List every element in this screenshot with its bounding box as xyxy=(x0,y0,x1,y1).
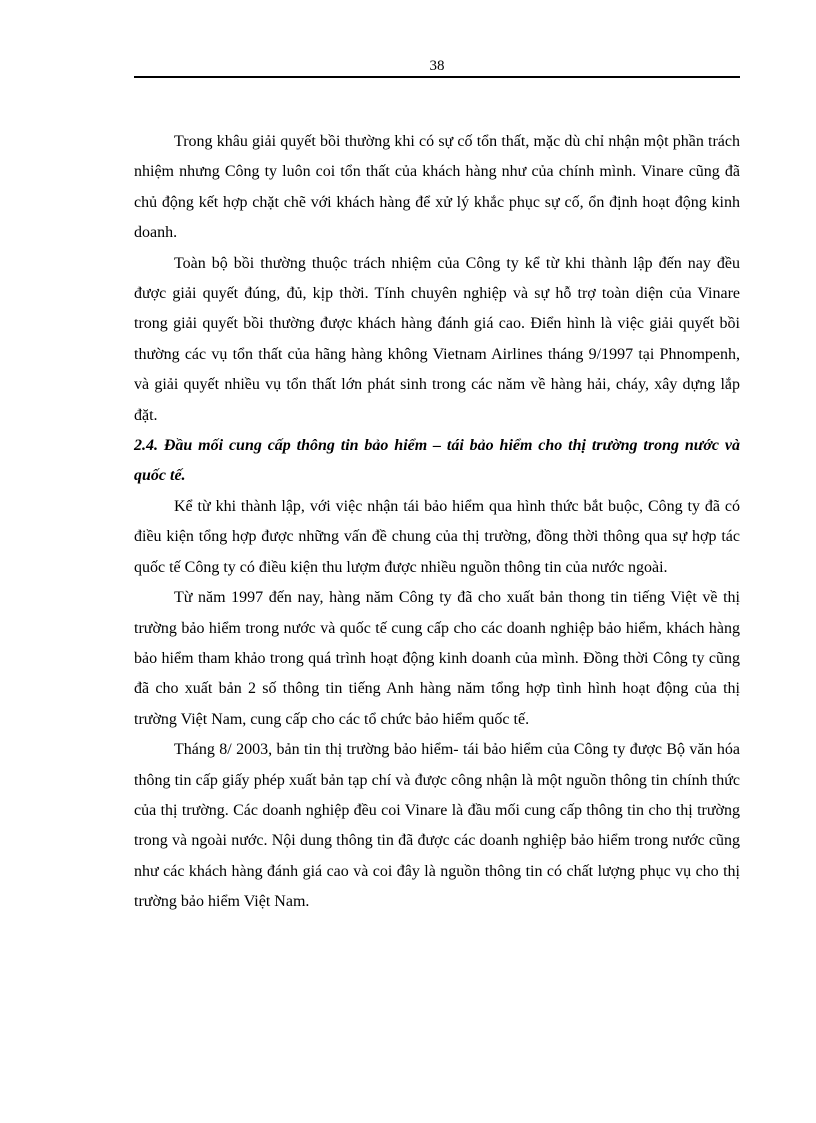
paragraph-claims-handling: Trong khâu giải quyết bồi thường khi có sự cố tổn thất, mặc dù chỉ nhận một phần trách nhiệm nhưng Công ty luôn coi tổn thất của khách hàng như của chính mình. Vinare cũng đã chủ động kết hợp chặt chẽ với khách hàng để xử lý khắc phục sự cố, ổn định hoạt động kinh doanh. xyxy=(134,133,740,242)
header-rule xyxy=(134,76,740,78)
paragraph-claims-settlement: Toàn bộ bồi thường thuộc trách nhiệm của Công ty kể từ khi thành lập đến nay đều được giải quyết đúng, đủ, kịp thời. Tính chuyên nghiệp và sự hỗ trợ toàn diện của Vinare trong giải quyết bồi thường được khách hàng đánh giá cao. Điển hình là việc giải quyết bồi thường các vụ tổn thất của hãng hàng không Vietnam Airlines tháng 9/1997 tại Phnompenh, và giải quyết nhiều vụ tổn thất lớn phát sinh trong các năm về hàng hải, cháy, xây dựng lắp đặt. xyxy=(134,254,740,424)
paragraph-information-sources: Kể từ khi thành lập, với việc nhận tái bảo hiểm qua hình thức bắt buộc, Công ty đã có điều kiện tổng hợp được những vấn đề chung của thị trường, đồng thời thông qua sự hợp tác quốc tế Công ty có điều kiện thu lượm được nhiều nguồn thông tin của nước ngoài. xyxy=(134,497,740,576)
paragraph-bulletin-license: Tháng 8/ 2003, bản tin thị trường bảo hiểm- tái bảo hiểm của Công ty được Bộ văn hóa thông tin cấp giấy phép xuất bản tạp chí và được công nhận là một nguồn thông tin chính thức của thị trường. Các doanh nghiệp đều coi Vinare là đầu mối cung cấp thông tin cho thị trường trong và ngoài nước. Nội dung thông tin đã được các doanh nghiệp bảo hiểm trong nước cũng như các khách hàng đánh giá cao và coi đây là nguồn thông tin có chất lượng phục vụ cho thị trường bảo hiểm Việt Nam. xyxy=(134,741,740,911)
document-body xyxy=(134,127,740,918)
paragraph-publications: Từ năm 1997 đến nay, hàng năm Công ty đã cho xuất bản thong tin tiếng Việt về thị trường bảo hiểm trong nước và quốc tế cung cấp cho các doanh nghiệp bảo hiểm, khách hàng bảo hiểm tham khảo trong quá trình hoạt động kinh doanh của mình. Đồng thời Công ty cũng đã cho xuất bản 2 số thông tin tiếng Anh hàng năm tổng hợp tình hình hoạt động của thị trường Việt Nam, cung cấp cho các tổ chức bảo hiểm quốc tế. xyxy=(134,589,740,728)
page-number: 38 xyxy=(429,58,445,74)
section-heading: 2.4. Đầu mối cung cấp thông tin bảo hiểm – tái bảo hiểm cho thị trường trong nước và quốc tế. xyxy=(134,437,740,485)
